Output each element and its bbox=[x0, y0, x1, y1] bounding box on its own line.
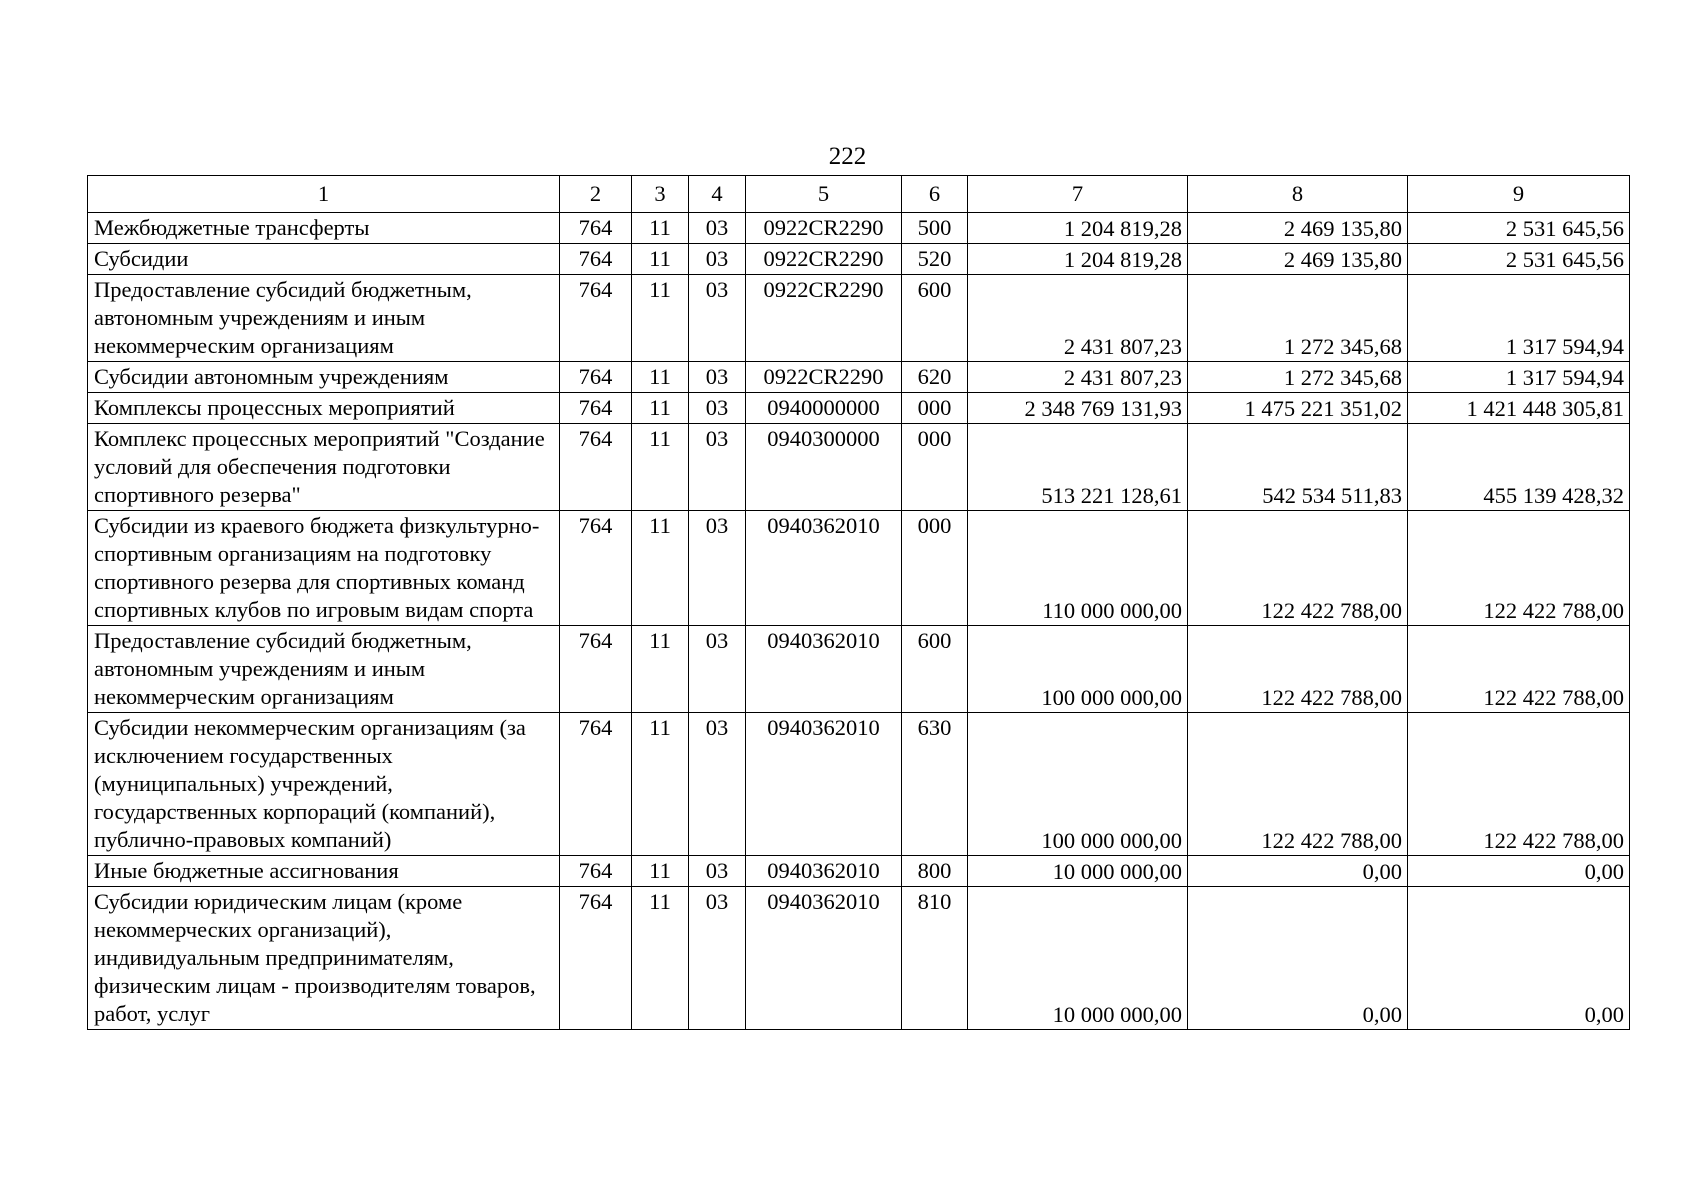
cell-amount: 10 000 000,00 bbox=[968, 887, 1188, 1030]
cell-amount: 1 475 221 351,02 bbox=[1188, 393, 1408, 424]
cell-code: 0922CR2290 bbox=[746, 362, 902, 393]
table-row bbox=[88, 511, 1630, 626]
cell-code: 764 bbox=[560, 511, 632, 626]
cell-amount: 122 422 788,00 bbox=[1188, 511, 1408, 626]
table-row bbox=[88, 393, 1630, 424]
cell-code: 0940362010 bbox=[746, 626, 902, 713]
cell-code: 500 bbox=[902, 213, 968, 244]
cell-code: 11 bbox=[632, 887, 689, 1030]
cell-amount: 10 000 000,00 bbox=[968, 856, 1188, 887]
cell-code: 03 bbox=[689, 626, 746, 713]
table-row bbox=[88, 213, 1630, 244]
cell-code: 764 bbox=[560, 856, 632, 887]
row-name: Предоставление субсидий бюджетным, автономным учреждениям и иным некоммерческим организациям bbox=[88, 626, 560, 713]
cell-code: 630 bbox=[902, 713, 968, 856]
cell-code: 800 bbox=[902, 856, 968, 887]
cell-code: 0922CR2290 bbox=[746, 275, 902, 362]
row-name: Субсидии юридическим лицам (кроме некоммерческих организаций), индивидуальным предпринимателям, физическим лицам - производителям товаров, работ, услуг bbox=[88, 887, 560, 1030]
cell-amount: 122 422 788,00 bbox=[1408, 713, 1630, 856]
cell-code: 520 bbox=[902, 244, 968, 275]
cell-code: 03 bbox=[689, 275, 746, 362]
cell-amount: 1 421 448 305,81 bbox=[1408, 393, 1630, 424]
row-name: Предоставление субсидий бюджетным, автономным учреждениям и иным некоммерческим организациям bbox=[88, 275, 560, 362]
row-name: Межбюджетные трансферты bbox=[88, 213, 560, 244]
cell-code: 11 bbox=[632, 511, 689, 626]
cell-code: 0940362010 bbox=[746, 713, 902, 856]
cell-code: 810 bbox=[902, 887, 968, 1030]
cell-code: 11 bbox=[632, 856, 689, 887]
cell-amount: 0,00 bbox=[1188, 856, 1408, 887]
cell-code: 764 bbox=[560, 362, 632, 393]
cell-amount: 2 469 135,80 bbox=[1188, 244, 1408, 275]
cell-amount: 2 431 807,23 bbox=[968, 362, 1188, 393]
column-header: 1 bbox=[88, 176, 560, 213]
row-name: Субсидии bbox=[88, 244, 560, 275]
table-row bbox=[88, 713, 1630, 856]
column-header: 4 bbox=[689, 176, 746, 213]
cell-amount: 122 422 788,00 bbox=[1408, 626, 1630, 713]
cell-amount: 1 272 345,68 bbox=[1188, 362, 1408, 393]
cell-code: 11 bbox=[632, 393, 689, 424]
cell-code: 03 bbox=[689, 244, 746, 275]
cell-code: 03 bbox=[689, 213, 746, 244]
cell-amount: 0,00 bbox=[1408, 887, 1630, 1030]
cell-amount: 2 469 135,80 bbox=[1188, 213, 1408, 244]
cell-code: 03 bbox=[689, 856, 746, 887]
cell-amount: 0,00 bbox=[1188, 887, 1408, 1030]
cell-code: 764 bbox=[560, 393, 632, 424]
cell-code: 0940000000 bbox=[746, 393, 902, 424]
cell-code: 764 bbox=[560, 424, 632, 511]
cell-amount: 122 422 788,00 bbox=[1408, 511, 1630, 626]
cell-amount: 1 317 594,94 bbox=[1408, 275, 1630, 362]
cell-code: 000 bbox=[902, 511, 968, 626]
row-name: Комплексы процессных мероприятий bbox=[88, 393, 560, 424]
cell-code: 0940362010 bbox=[746, 856, 902, 887]
cell-code: 764 bbox=[560, 244, 632, 275]
column-header: 3 bbox=[632, 176, 689, 213]
cell-code: 03 bbox=[689, 424, 746, 511]
table-row bbox=[88, 856, 1630, 887]
cell-code: 03 bbox=[689, 887, 746, 1030]
table-row bbox=[88, 275, 1630, 362]
table-row bbox=[88, 244, 1630, 275]
column-header: 8 bbox=[1188, 176, 1408, 213]
cell-code: 764 bbox=[560, 626, 632, 713]
cell-amount: 0,00 bbox=[1408, 856, 1630, 887]
cell-amount: 122 422 788,00 bbox=[1188, 626, 1408, 713]
cell-code: 0922CR2290 bbox=[746, 213, 902, 244]
cell-code: 11 bbox=[632, 213, 689, 244]
cell-code: 11 bbox=[632, 424, 689, 511]
cell-code: 0940362010 bbox=[746, 511, 902, 626]
budget-table bbox=[87, 175, 1630, 1030]
cell-code: 600 bbox=[902, 275, 968, 362]
cell-code: 0940300000 bbox=[746, 424, 902, 511]
column-header: 6 bbox=[902, 176, 968, 213]
row-name: Субсидии некоммерческим организациям (за исключением государственных (муниципальных) учреждений, государственных корпораций (компаний), публично-правовых компаний) bbox=[88, 713, 560, 856]
cell-code: 11 bbox=[632, 713, 689, 856]
cell-code: 600 bbox=[902, 626, 968, 713]
cell-code: 0922CR2290 bbox=[746, 244, 902, 275]
cell-amount: 100 000 000,00 bbox=[968, 626, 1188, 713]
cell-code: 03 bbox=[689, 511, 746, 626]
cell-amount: 542 534 511,83 bbox=[1188, 424, 1408, 511]
cell-amount: 122 422 788,00 bbox=[1188, 713, 1408, 856]
table-row bbox=[88, 887, 1630, 1030]
cell-amount: 2 431 807,23 bbox=[968, 275, 1188, 362]
table-row bbox=[88, 626, 1630, 713]
cell-amount: 2 531 645,56 bbox=[1408, 244, 1630, 275]
cell-amount: 1 204 819,28 bbox=[968, 244, 1188, 275]
row-name: Комплекс процессных мероприятий "Создание условий для обеспечения подготовки спортивного резерва" bbox=[88, 424, 560, 511]
cell-code: 764 bbox=[560, 275, 632, 362]
column-header: 5 bbox=[746, 176, 902, 213]
cell-code: 03 bbox=[689, 362, 746, 393]
cell-code: 620 bbox=[902, 362, 968, 393]
table-row bbox=[88, 424, 1630, 511]
column-header: 2 bbox=[560, 176, 632, 213]
cell-code: 764 bbox=[560, 713, 632, 856]
row-name: Субсидии из краевого бюджета физкультурно-спортивным организациям на подготовку спортивного резерва для спортивных команд спортивных клубов по игровым видам спорта bbox=[88, 511, 560, 626]
row-name: Иные бюджетные ассигнования bbox=[88, 856, 560, 887]
cell-amount: 2 531 645,56 bbox=[1408, 213, 1630, 244]
cell-code: 0940362010 bbox=[746, 887, 902, 1030]
cell-amount: 1 204 819,28 bbox=[968, 213, 1188, 244]
cell-code: 03 bbox=[689, 713, 746, 856]
cell-amount: 1 272 345,68 bbox=[1188, 275, 1408, 362]
cell-code: 11 bbox=[632, 244, 689, 275]
cell-amount: 1 317 594,94 bbox=[1408, 362, 1630, 393]
cell-code: 11 bbox=[632, 626, 689, 713]
cell-amount: 100 000 000,00 bbox=[968, 713, 1188, 856]
column-header: 9 bbox=[1408, 176, 1630, 213]
cell-code: 000 bbox=[902, 393, 968, 424]
cell-amount: 110 000 000,00 bbox=[968, 511, 1188, 626]
table-row bbox=[88, 362, 1630, 393]
cell-amount: 513 221 128,61 bbox=[968, 424, 1188, 511]
column-header: 7 bbox=[968, 176, 1188, 213]
page-number: 222 bbox=[828, 143, 867, 170]
cell-amount: 455 139 428,32 bbox=[1408, 424, 1630, 511]
cell-code: 764 bbox=[560, 213, 632, 244]
cell-code: 11 bbox=[632, 362, 689, 393]
table-header-row bbox=[88, 176, 1630, 213]
cell-code: 03 bbox=[689, 393, 746, 424]
cell-code: 764 bbox=[560, 887, 632, 1030]
cell-amount: 2 348 769 131,93 bbox=[968, 393, 1188, 424]
cell-code: 11 bbox=[632, 275, 689, 362]
row-name: Субсидии автономным учреждениям bbox=[88, 362, 560, 393]
cell-code: 000 bbox=[902, 424, 968, 511]
